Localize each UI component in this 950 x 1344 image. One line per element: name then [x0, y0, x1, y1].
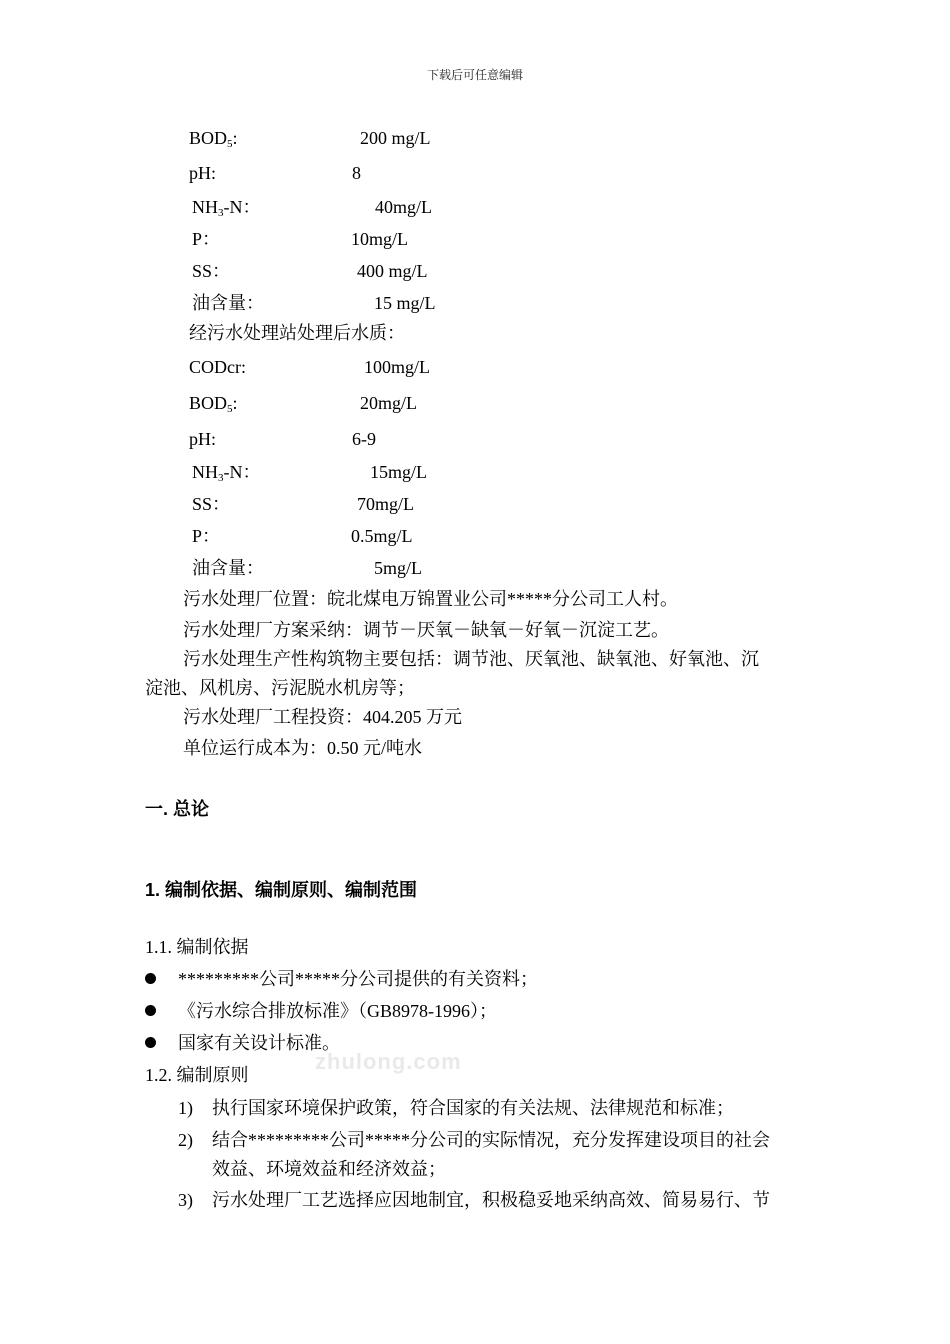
param-value-p-out: 0.5mg/L — [351, 526, 413, 546]
param-label-ss-out: SS： — [192, 494, 231, 514]
param-label-p-out: P： — [192, 526, 221, 546]
param-value-ph-out: 6-9 — [352, 429, 376, 449]
param-label-ss: SS： — [192, 261, 231, 281]
bullet-icon — [145, 1037, 156, 1048]
param-value-ss: 400 mg/L — [357, 261, 428, 281]
param-value-bod5: 200 mg/L — [360, 128, 431, 148]
list-item-text: 结合*********公司*****分公司的实际情况，充分发挥建设项目的社会 — [212, 1130, 770, 1150]
list-item-text: 执行国家环境保护政策，符合国家的有关法规、法律规范和标准； — [212, 1098, 734, 1118]
watermark-logo: zhulong.com — [315, 1049, 462, 1074]
paragraph-cost: 单位运行成本为：0.50 元/吨水 — [183, 738, 422, 758]
effluent-title: 经污水处理站处理后水质： — [189, 323, 405, 343]
paragraph-structures-line2: 淀池、风机房、污泥脱水机房等； — [145, 678, 415, 698]
paragraph-location: 污水处理厂位置：皖北煤电万锦置业公司*****分公司工人村。 — [183, 589, 678, 609]
paragraph-structures-line1: 污水处理生产性构筑物主要包括：调节池、厌氧池、缺氧池、好氧池、沉 — [183, 649, 759, 669]
list-item-text-continued: 效益、环境效益和经济效益； — [212, 1159, 446, 1179]
param-value-nh3n-out: 15mg/L — [370, 462, 427, 482]
paragraph-investment: 污水处理厂工程投资：404.205 万元 — [183, 707, 462, 727]
param-label-oil-out: 油含量： — [192, 558, 264, 578]
param-label-nh3n-out: $NH_3-N$： — [192, 462, 261, 484]
param-label-p: P： — [192, 229, 221, 249]
param-label-ph-out: pH: — [189, 429, 216, 449]
heading-general: 一. 总论 — [145, 799, 210, 819]
paragraph-scheme: 污水处理厂方案采纳：调节－厌氧－缺氧－好氧－沉淀工艺。 — [183, 620, 669, 640]
param-value-nh3n: 40mg/L — [375, 197, 432, 217]
param-value-oil: 15 mg/L — [374, 293, 436, 313]
heading-basis: 1. 编制依据、编制原则、编制范围 — [145, 880, 418, 900]
param-value-ss-out: 70mg/L — [357, 494, 414, 514]
param-value-ph: 8 — [352, 163, 361, 183]
bullet-icon — [145, 973, 156, 984]
section-1-2-title: 1.2. 编制原则 — [145, 1065, 249, 1085]
bullet-icon — [145, 1005, 156, 1016]
section-1-1-title: 1.1. 编制依据 — [145, 937, 249, 957]
bullet-item: *********公司*****分公司提供的有关资料； — [178, 969, 538, 989]
param-value-codcr: 100mg/L — [364, 357, 430, 377]
param-label-ph: pH: — [189, 163, 216, 183]
param-value-bod5-out: 20mg/L — [360, 393, 417, 413]
param-label-bod5: $BOD_5$: — [189, 128, 238, 150]
list-number: 3) — [178, 1190, 193, 1210]
param-value-p: 10mg/L — [351, 229, 408, 249]
list-item-text: 污水处理厂工艺选择应因地制宜，积极稳妥地采纳高效、简易易行、节 — [212, 1190, 770, 1210]
page-header: 下载后可任意编辑 — [426, 68, 523, 82]
param-label-nh3n: $NH_3-N$： — [192, 197, 261, 219]
param-label-codcr: CODcr: — [189, 357, 246, 377]
param-label-oil: 油含量： — [192, 293, 264, 313]
param-value-oil-out: 5mg/L — [374, 558, 422, 578]
bullet-item: 《污水综合排放标准》（GB8978-1996）； — [178, 1001, 497, 1021]
list-number: 2) — [178, 1130, 193, 1150]
bullet-item: 国家有关设计标准。 — [178, 1033, 340, 1053]
param-label-bod5-out: $BOD_5$: — [189, 393, 238, 415]
list-number: 1) — [178, 1098, 193, 1118]
